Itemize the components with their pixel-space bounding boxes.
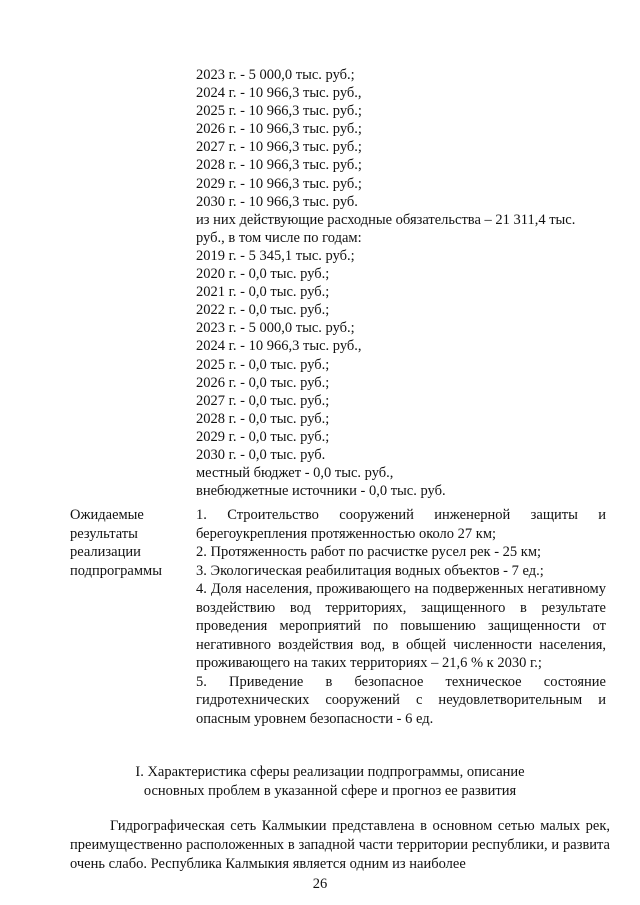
funding-line: 2026 г. - 10 966,3 тыс. руб.;	[196, 121, 362, 138]
expected-result-item: 4. Доля населения, проживающего на подверженных негативному воздействию вод территориях, защищенного в результате проведения мероприятий по повышению защищенности от негативного воздействия вод, в общей численности населения, проживающего на таких территориях – 21,6 % к 2030 г.;	[196, 581, 606, 671]
funding-line: 2023 г. - 5 000,0 тыс. руб.;	[196, 320, 355, 337]
expected-result-item: 5. Приведение в безопасное техническое состояние гидротехнических сооружений с неудовлетворительным и опасным уровнем безопасности - 6 ед.	[196, 673, 606, 727]
funding-line: 2024 г. - 10 966,3 тыс. руб.,	[196, 338, 362, 355]
funding-line: 2028 г. - 0,0 тыс. руб.;	[196, 410, 330, 427]
expected-result-item: 2. Протяженность работ по расчистке русел рек - 25 км;	[196, 544, 542, 560]
funding-line: 2022 г. - 0,0 тыс. руб.;	[196, 302, 330, 319]
funding-line: 2028 г. - 10 966,3 тыс. руб.;	[196, 157, 362, 174]
funding-line: 2023 г. - 5 000,0 тыс. руб.;	[196, 67, 355, 83]
expected-result-item: 1. Строительство сооружений инженерной защиты и берегоукрепления протяженностью около 27 км;	[196, 507, 606, 542]
funding-line: 2029 г. - 10 966,3 тыс. руб.;	[196, 175, 362, 192]
body-paragraph: Гидрографическая сеть Калмыкии представлена в основном сетью малых рек, преимущественно расположенных в западной части территории республики, и развита очень слабо. Республика Калмыкия является одним из наиболее	[70, 818, 610, 872]
funding-line: 2019 г. - 5 345,1 тыс. руб.;	[196, 247, 355, 264]
funding-line: из них действующие расходные обязательства – 21 311,4 тыс.	[196, 211, 576, 228]
page-number: 26	[312, 876, 328, 892]
funding-line: 2030 г. - 0,0 тыс. руб.	[196, 446, 326, 463]
funding-line: 2021 г. - 0,0 тыс. руб.;	[196, 284, 330, 301]
funding-line: 2030 г. - 10 966,3 тыс. руб.	[196, 193, 358, 210]
funding-line: 2027 г. - 10 966,3 тыс. руб.;	[196, 139, 362, 156]
expected-results-list	[196, 506, 606, 728]
funding-line: руб., в том числе по годам:	[196, 229, 362, 246]
funding-line: 2026 г. - 0,0 тыс. руб.;	[196, 374, 330, 391]
funding-line: внебюджетные источники - 0,0 тыс. руб.	[196, 483, 446, 500]
funding-line: 2027 г. - 0,0 тыс. руб.;	[196, 392, 330, 409]
funding-breakdown	[196, 66, 606, 500]
funding-line: 2024 г. - 10 966,3 тыс. руб.,	[196, 85, 362, 102]
funding-line: 2025 г. - 0,0 тыс. руб.;	[196, 356, 330, 373]
funding-line: 2029 г. - 0,0 тыс. руб.;	[196, 428, 330, 445]
expected-result-item: 3. Экологическая реабилитация водных объектов - 7 ед.;	[196, 562, 544, 579]
funding-line: 2020 г. - 0,0 тыс. руб.;	[196, 266, 330, 283]
expected-results-label: Ожидаемые результаты реализации подпрограммы	[70, 507, 162, 579]
funding-line: 2025 г. - 10 966,3 тыс. руб.;	[196, 103, 362, 120]
section-heading: I. Характеристика сферы реализации подпрограммы, описание основных проблем в указанной сфере и прогноз ее развития	[135, 764, 525, 799]
funding-line: местный бюджет - 0,0 тыс. руб.,	[196, 465, 394, 482]
